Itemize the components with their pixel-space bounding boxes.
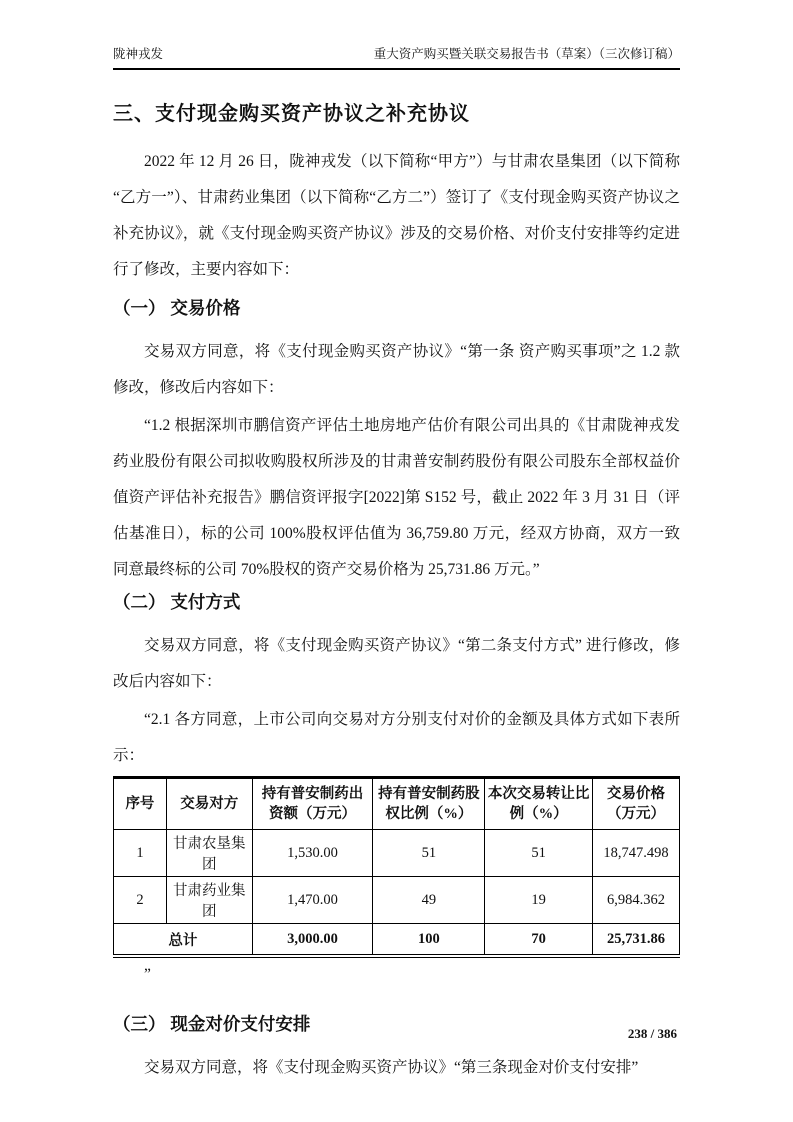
table-cell: 1,530.00	[252, 830, 373, 877]
header-company-name: 陇神戎发	[113, 47, 164, 61]
table-cell: 1,470.00	[252, 877, 373, 924]
table-cell: 甘肃药业集团	[166, 877, 252, 924]
paragraph-quote-2-1: “2.1 各方同意，上市公司向交易对方分别支付对价的金额及具体方式如下表所示：	[113, 711, 680, 764]
table-header-row	[114, 778, 680, 830]
document-title: 三、支付现金购买资产协议之补充协议	[113, 103, 470, 125]
table-cell: 3,000.00	[252, 924, 373, 957]
table-cell: 51	[373, 830, 485, 877]
header-report-title: 重大资产购买暨关联交易报告书（草案）（三次修订稿）	[373, 47, 680, 61]
paragraph: 交易双方同意，将《支付现金购买资产协议》“第一条 资产购买事项”之 1.2 款修改，修改后内容如下：	[113, 343, 680, 396]
intro-paragraph: 2022 年 12 月 26 日，陇神戎发（以下简称“甲方”）与甘肃农垦集团（以下简称“乙方一”）、甘肃药业集团（以下简称“乙方二”）签订了《支付现金购买资产协议之补充协议》，就《支付现金购买资产协议》涉及的交易价格、对价支付安排等约定进行了修改，主要内容如下：	[113, 153, 680, 278]
table-cell: 49	[373, 877, 485, 924]
page-header	[113, 46, 680, 70]
table-cell: 19	[485, 877, 593, 924]
closing-quote-mark: ”	[144, 966, 151, 983]
table-row	[114, 830, 680, 877]
table-cell: 100	[373, 924, 485, 957]
table-header-cell: 序号	[114, 778, 167, 830]
paragraph: 交易双方同意，将《支付现金购买资产协议》“第二条支付方式” 进行修改，修改后内容如下：	[113, 637, 680, 690]
table-cell: 6,984.362	[593, 877, 680, 924]
table-cell: 甘肃农垦集团	[166, 830, 252, 877]
paragraph: 交易双方同意，将《支付现金购买资产协议》“第三条现金对价支付安排”	[144, 1059, 639, 1076]
table-cell: 25,731.86	[593, 924, 680, 957]
section-heading-price: （一） 交易价格	[113, 298, 241, 318]
table-row	[114, 877, 680, 924]
table-header-cell: 交易价格（万元）	[593, 778, 680, 830]
table-cell: 51	[485, 830, 593, 877]
table-total-row	[114, 924, 680, 957]
table-header-cell: 持有普安制药出资额（万元）	[252, 778, 373, 830]
table-header-cell: 交易对方	[166, 778, 252, 830]
table-header-cell: 持有普安制药股权比例（%）	[373, 778, 485, 830]
table-header-cell: 本次交易转让比例（%）	[485, 778, 593, 830]
payment-table	[113, 776, 680, 958]
paragraph-quote-1-2: “1.2 根据深圳市鹏信资产评估土地房地产估价有限公司出具的《甘肃陇神戎发药业股份有限公司拟收购股权所涉及的甘肃普安制药股份有限公司股东全部权益价值资产评估补充报告》鹏信资评报字[2022]第 S152 号，截止 2022 年 3 月 31 日（评估基准日），标的公司 100%股权评估值为 36,759.80 万元，经双方协商，双方一致同意最终标的公司 70%股权的资产交易价格为 25,731.86 万元。”	[113, 417, 680, 578]
table-cell: 18,747.498	[593, 830, 680, 877]
table-cell: 2	[114, 877, 167, 924]
section-heading-payment-method: （二） 支付方式	[113, 592, 241, 612]
table-cell: 70	[485, 924, 593, 957]
table-total-label: 总计	[114, 924, 253, 957]
page-number: 238 / 386	[627, 1026, 677, 1041]
table-cell: 1	[114, 830, 167, 877]
section-heading-cash-consideration: （三） 现金对价支付安排	[113, 1014, 311, 1034]
